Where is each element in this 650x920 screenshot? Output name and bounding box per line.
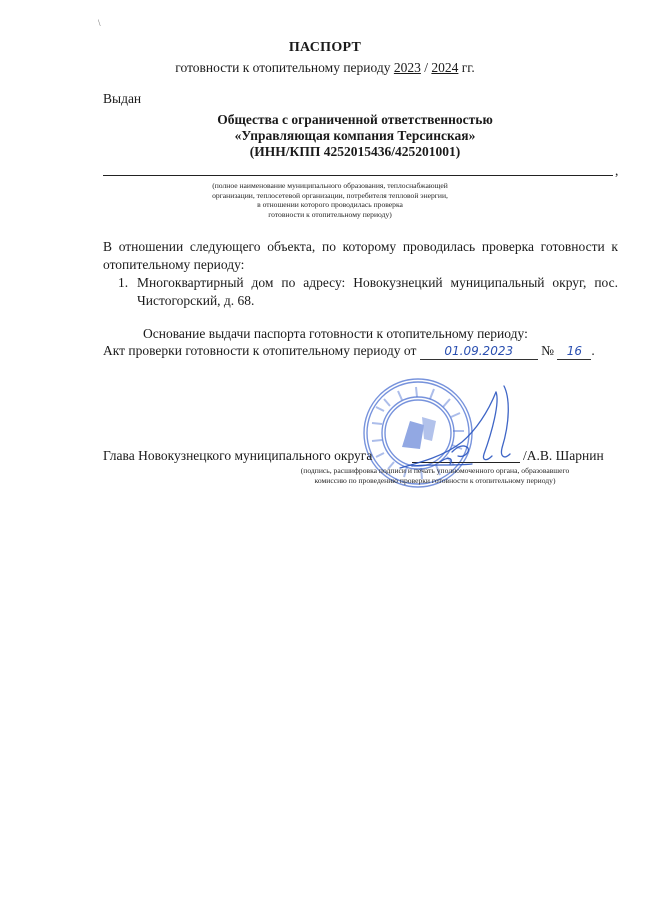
- organization-note-line-2: организации, теплосетевой организации, потребителя тепловой энергии,: [212, 190, 448, 200]
- subtitle-suffix: гг.: [458, 60, 475, 75]
- handwritten-signature-icon: [392, 382, 532, 480]
- act-prefix: Акт проверки готовности к отопительному периоду от: [103, 343, 420, 358]
- object-address: Многоквартирный дом по адресу: Новокузнецкий муниципальный округ, пос. Чистогорский, д. 68.: [137, 275, 618, 308]
- signer-position: Глава Новокузнецкого муниципального округа: [103, 448, 373, 463]
- signature-note-line-2: комиссию по проведению проверки готовности к отопительному периоду): [314, 475, 556, 485]
- act-line: [103, 343, 595, 360]
- act-date-field: [420, 343, 538, 360]
- tick-mark: \: [98, 18, 101, 28]
- trailing-comma: ,: [615, 163, 619, 178]
- subtitle-year-to: 2024: [431, 60, 459, 75]
- act-number-field: [557, 343, 591, 360]
- subtitle-year-from: 2023: [393, 60, 421, 75]
- object-list: [118, 274, 618, 310]
- signer-name: /А.В. Шарнин: [523, 448, 604, 463]
- object-intro: В отношении следующего объекта, по которому проводилась проверка готовности к отопительному периоду:: [103, 239, 618, 272]
- organization-note-line-3: в отношении которого проводилась проверка: [257, 200, 403, 209]
- organization-name: [150, 112, 560, 160]
- organization-note: [160, 181, 500, 219]
- organization-line-2: «Управляющая компания Терсинская»: [234, 128, 476, 143]
- act-number-label: №: [537, 343, 558, 358]
- basis-label: Основание выдачи паспорта готовности к отопительному периоду:: [143, 326, 528, 341]
- subtitle-separator: /: [420, 60, 432, 75]
- act-suffix: .: [591, 343, 595, 358]
- organization-note-line-1: (полное наименование муниципального образования, теплоснабжающей: [212, 181, 448, 190]
- document-subtitle: [0, 60, 650, 76]
- organization-line-1: Общества с ограниченной ответственностью: [217, 112, 493, 127]
- subtitle-prefix: готовности к отопительному периоду: [175, 60, 394, 75]
- object-number: 1.: [118, 275, 129, 290]
- signature-note-line-1: (подпись, расшифровка подписи и печать уполномоченного органа, образовавшего: [300, 466, 570, 475]
- act-number: 16: [566, 344, 583, 358]
- organization-note-line-4: готовности к отопительному периоду): [268, 209, 392, 219]
- issued-label: Выдан: [103, 91, 142, 106]
- organization-underline: [103, 175, 613, 176]
- organization-line-3: (ИНН/КПП 4252015436/425201001): [249, 144, 461, 159]
- document-title: ПАСПОРТ: [288, 40, 362, 55]
- act-date: 01.09.2023: [444, 344, 514, 358]
